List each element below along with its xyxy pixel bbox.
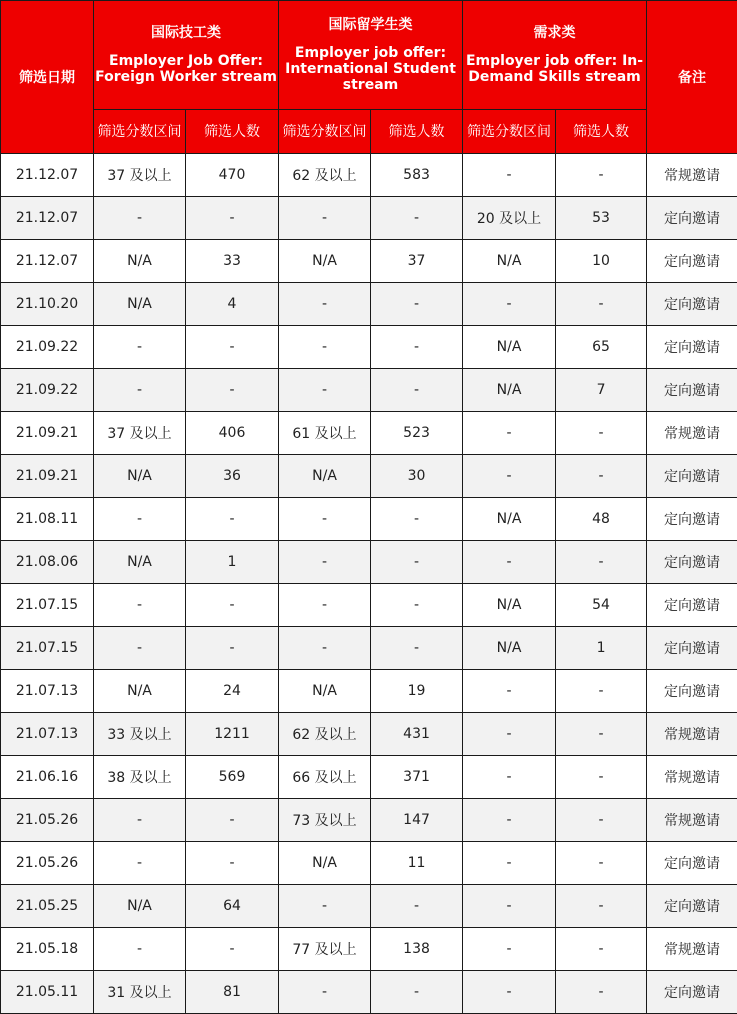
international-student-score-cell: -: [279, 498, 371, 541]
draw-date-cell: 21.05.18: [1, 928, 94, 971]
international-student-score-cell: 61 及以上: [279, 412, 371, 455]
draw-date-cell: 21.09.22: [1, 369, 94, 412]
international-student-score-cell: -: [279, 971, 371, 1014]
foreign-worker-score-cell: 37 及以上: [94, 154, 186, 197]
in-demand-count-cell: 10: [556, 240, 647, 283]
in-demand-score-cell: -: [463, 971, 556, 1014]
table-row: [1, 670, 737, 713]
invite-type-cell: 常规邀请: [647, 799, 737, 842]
foreign-worker-score-cell: N/A: [94, 455, 186, 498]
invite-type-cell: 定向邀请: [647, 842, 737, 885]
foreign-worker-count-cell: -: [186, 369, 279, 412]
international-student-count-cell: -: [371, 498, 463, 541]
international-student-score-cell: N/A: [279, 842, 371, 885]
in-demand-score-cell: N/A: [463, 369, 556, 412]
international-student-count-cell: -: [371, 197, 463, 240]
score-range-header: 筛选分数区间: [94, 110, 186, 154]
in-demand-score-cell: -: [463, 283, 556, 326]
invite-type-cell: 常规邀请: [647, 713, 737, 756]
foreign-worker-count-cell: -: [186, 584, 279, 627]
score-range-header: 筛选分数区间: [279, 110, 371, 154]
in-demand-score-cell: -: [463, 154, 556, 197]
in-demand-count-cell: -: [556, 799, 647, 842]
foreign-worker-score-cell: -: [94, 326, 186, 369]
foreign-worker-count-cell: 1: [186, 541, 279, 584]
invite-type-cell: 定向邀请: [647, 369, 737, 412]
draw-date-cell: 21.08.11: [1, 498, 94, 541]
table-row: [1, 541, 737, 584]
international-student-score-cell: -: [279, 369, 371, 412]
international-student-score-cell: -: [279, 283, 371, 326]
in-demand-score-cell: -: [463, 455, 556, 498]
draw-date-cell: 21.12.07: [1, 154, 94, 197]
draw-date-cell: 21.09.21: [1, 412, 94, 455]
international-student-count-cell: 30: [371, 455, 463, 498]
draw-date-cell: 21.05.11: [1, 971, 94, 1014]
in-demand-score-cell: -: [463, 756, 556, 799]
in-demand-score-cell: -: [463, 799, 556, 842]
table-row: [1, 197, 737, 240]
table-row: [1, 584, 737, 627]
in-demand-count-cell: -: [556, 885, 647, 928]
in-demand-score-cell: N/A: [463, 326, 556, 369]
in-demand-skills-group-header: [463, 1, 647, 110]
table-body: [1, 154, 737, 1014]
in-demand-score-cell: -: [463, 541, 556, 584]
foreign-worker-score-cell: N/A: [94, 240, 186, 283]
foreign-worker-score-cell: -: [94, 498, 186, 541]
table-row: [1, 713, 737, 756]
international-student-score-cell: N/A: [279, 670, 371, 713]
invite-type-cell: 定向邀请: [647, 541, 737, 584]
in-demand-score-cell: -: [463, 412, 556, 455]
foreign-worker-score-cell: -: [94, 928, 186, 971]
international-student-count-cell: -: [371, 627, 463, 670]
group-title-en: Employer job offer: International Student stream: [279, 45, 462, 93]
foreign-worker-score-cell: -: [94, 197, 186, 240]
invite-type-cell: 定向邀请: [647, 240, 737, 283]
foreign-worker-score-cell: 37 及以上: [94, 412, 186, 455]
foreign-worker-count-cell: -: [186, 197, 279, 240]
foreign-worker-count-cell: -: [186, 928, 279, 971]
in-demand-count-cell: -: [556, 971, 647, 1014]
invite-type-cell: 常规邀请: [647, 928, 737, 971]
table-row: [1, 369, 737, 412]
invite-type-cell: 常规邀请: [647, 756, 737, 799]
in-demand-count-cell: -: [556, 412, 647, 455]
international-student-score-cell: N/A: [279, 455, 371, 498]
in-demand-count-cell: -: [556, 842, 647, 885]
foreign-worker-count-cell: 569: [186, 756, 279, 799]
international-student-count-cell: 37: [371, 240, 463, 283]
foreign-worker-count-cell: 64: [186, 885, 279, 928]
table-row: [1, 928, 737, 971]
international-student-count-cell: 138: [371, 928, 463, 971]
in-demand-score-cell: -: [463, 928, 556, 971]
table-row: [1, 799, 737, 842]
foreign-worker-score-cell: -: [94, 369, 186, 412]
in-demand-count-cell: 1: [556, 627, 647, 670]
international-student-count-cell: 371: [371, 756, 463, 799]
draw-date-cell: 21.07.15: [1, 627, 94, 670]
international-student-score-cell: 62 及以上: [279, 713, 371, 756]
foreign-worker-score-cell: -: [94, 799, 186, 842]
draw-date-cell: 21.05.26: [1, 842, 94, 885]
international-student-count-cell: -: [371, 369, 463, 412]
international-student-count-cell: -: [371, 584, 463, 627]
invite-count-header: 筛选人数: [556, 110, 647, 154]
foreign-worker-score-cell: N/A: [94, 885, 186, 928]
foreign-worker-count-cell: -: [186, 498, 279, 541]
foreign-worker-count-cell: 1211: [186, 713, 279, 756]
international-student-count-cell: -: [371, 885, 463, 928]
invite-type-cell: 定向邀请: [647, 498, 737, 541]
international-student-count-cell: 523: [371, 412, 463, 455]
international-student-count-cell: 147: [371, 799, 463, 842]
draw-date-cell: 21.06.16: [1, 756, 94, 799]
foreign-worker-score-cell: N/A: [94, 283, 186, 326]
draw-date-cell: 21.05.26: [1, 799, 94, 842]
in-demand-score-cell: -: [463, 713, 556, 756]
invite-type-cell: 定向邀请: [647, 197, 737, 240]
international-student-count-cell: 11: [371, 842, 463, 885]
foreign-worker-count-cell: 406: [186, 412, 279, 455]
table-row: [1, 627, 737, 670]
international-student-count-cell: -: [371, 971, 463, 1014]
in-demand-count-cell: 7: [556, 369, 647, 412]
foreign-worker-score-cell: -: [94, 842, 186, 885]
international-student-count-cell: 431: [371, 713, 463, 756]
score-range-header: 筛选分数区间: [463, 110, 556, 154]
in-demand-count-cell: -: [556, 154, 647, 197]
group-title-en: Employer job offer: In-Demand Skills stream: [463, 53, 646, 85]
table-row: [1, 971, 737, 1014]
in-demand-score-cell: N/A: [463, 240, 556, 283]
in-demand-score-cell: N/A: [463, 627, 556, 670]
table-row: [1, 756, 737, 799]
group-title-en: Employer Job Offer: Foreign Worker stream: [94, 53, 278, 85]
international-student-score-cell: -: [279, 326, 371, 369]
in-demand-count-cell: -: [556, 670, 647, 713]
in-demand-score-cell: -: [463, 885, 556, 928]
international-student-count-cell: 19: [371, 670, 463, 713]
draw-date-cell: 21.08.06: [1, 541, 94, 584]
in-demand-score-cell: N/A: [463, 498, 556, 541]
draw-date-cell: 21.09.21: [1, 455, 94, 498]
in-demand-score-cell: 20 及以上: [463, 197, 556, 240]
in-demand-count-cell: 65: [556, 326, 647, 369]
invite-type-cell: 定向邀请: [647, 326, 737, 369]
international-student-score-cell: 66 及以上: [279, 756, 371, 799]
foreign-worker-score-cell: -: [94, 584, 186, 627]
draw-date-cell: 21.12.07: [1, 197, 94, 240]
group-title-cn: 需求类: [463, 25, 646, 41]
foreign-worker-score-cell: 38 及以上: [94, 756, 186, 799]
invite-type-cell: 定向邀请: [647, 584, 737, 627]
invite-type-cell: 定向邀请: [647, 885, 737, 928]
table-row: [1, 326, 737, 369]
international-student-count-cell: -: [371, 326, 463, 369]
table-row: [1, 412, 737, 455]
foreign-worker-count-cell: 33: [186, 240, 279, 283]
international-student-score-cell: -: [279, 197, 371, 240]
notes-column-header: 备注: [647, 1, 737, 154]
invite-type-cell: 定向邀请: [647, 455, 737, 498]
foreign-worker-count-cell: -: [186, 627, 279, 670]
international-student-score-cell: 73 及以上: [279, 799, 371, 842]
foreign-worker-score-cell: N/A: [94, 541, 186, 584]
draw-date-cell: 21.07.13: [1, 713, 94, 756]
table-row: [1, 240, 737, 283]
in-demand-count-cell: -: [556, 283, 647, 326]
table-row: [1, 885, 737, 928]
foreign-worker-count-cell: -: [186, 842, 279, 885]
in-demand-score-cell: -: [463, 842, 556, 885]
draw-date-cell: 21.10.20: [1, 283, 94, 326]
foreign-worker-score-cell: 31 及以上: [94, 971, 186, 1014]
invite-type-cell: 常规邀请: [647, 412, 737, 455]
international-student-score-cell: 77 及以上: [279, 928, 371, 971]
foreign-worker-count-cell: -: [186, 326, 279, 369]
draw-date-cell: 21.07.13: [1, 670, 94, 713]
invite-type-cell: 常规邀请: [647, 154, 737, 197]
group-title-cn: 国际技工类: [94, 25, 278, 41]
foreign-worker-count-cell: 24: [186, 670, 279, 713]
international-student-count-cell: -: [371, 283, 463, 326]
in-demand-count-cell: 54: [556, 584, 647, 627]
foreign-worker-count-cell: 4: [186, 283, 279, 326]
group-title-cn: 国际留学生类: [279, 17, 462, 33]
international-student-score-cell: N/A: [279, 240, 371, 283]
invite-type-cell: 定向邀请: [647, 670, 737, 713]
table-row: [1, 455, 737, 498]
invite-count-header: 筛选人数: [186, 110, 279, 154]
international-student-score-cell: -: [279, 627, 371, 670]
in-demand-count-cell: -: [556, 756, 647, 799]
in-demand-count-cell: -: [556, 455, 647, 498]
in-demand-score-cell: N/A: [463, 584, 556, 627]
foreign-worker-count-cell: 81: [186, 971, 279, 1014]
international-student-group-header: [279, 1, 463, 110]
international-student-score-cell: -: [279, 584, 371, 627]
foreign-worker-count-cell: 470: [186, 154, 279, 197]
invite-type-cell: 定向邀请: [647, 971, 737, 1014]
international-student-score-cell: -: [279, 885, 371, 928]
draw-date-cell: 21.09.22: [1, 326, 94, 369]
date-column-header: 筛选日期: [1, 1, 94, 154]
international-student-score-cell: 62 及以上: [279, 154, 371, 197]
foreign-worker-score-cell: N/A: [94, 670, 186, 713]
draw-date-cell: 21.12.07: [1, 240, 94, 283]
table-row: [1, 154, 737, 197]
foreign-worker-count-cell: -: [186, 799, 279, 842]
in-demand-count-cell: 48: [556, 498, 647, 541]
table-header: [1, 1, 737, 154]
draw-date-cell: 21.07.15: [1, 584, 94, 627]
foreign-worker-score-cell: 33 及以上: [94, 713, 186, 756]
invite-type-cell: 定向邀请: [647, 627, 737, 670]
in-demand-count-cell: 53: [556, 197, 647, 240]
international-student-count-cell: -: [371, 541, 463, 584]
in-demand-count-cell: -: [556, 541, 647, 584]
invite-type-cell: 定向邀请: [647, 283, 737, 326]
table-row: [1, 283, 737, 326]
international-student-score-cell: -: [279, 541, 371, 584]
foreign-worker-score-cell: -: [94, 627, 186, 670]
invite-count-header: 筛选人数: [371, 110, 463, 154]
foreign-worker-group-header: [94, 1, 279, 110]
in-demand-count-cell: -: [556, 713, 647, 756]
table-row: [1, 498, 737, 541]
international-student-count-cell: 583: [371, 154, 463, 197]
foreign-worker-count-cell: 36: [186, 455, 279, 498]
in-demand-count-cell: -: [556, 928, 647, 971]
draw-date-cell: 21.05.25: [1, 885, 94, 928]
in-demand-score-cell: -: [463, 670, 556, 713]
table-row: [1, 842, 737, 885]
